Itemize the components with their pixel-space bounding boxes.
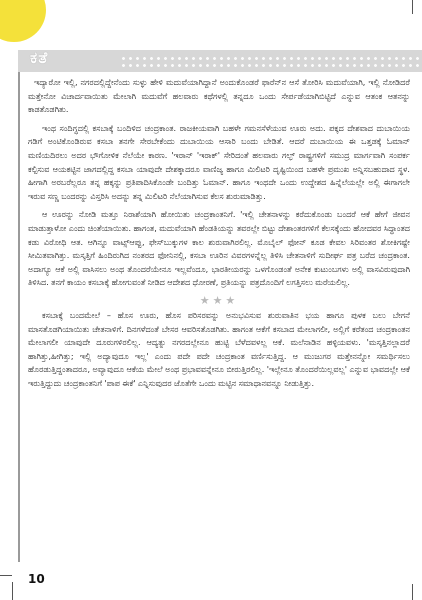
decorative-yellow-circle xyxy=(0,0,46,42)
header-dot-pattern xyxy=(120,55,420,67)
crop-mark xyxy=(412,584,413,600)
crop-mark xyxy=(412,0,413,14)
article-paragraph: ಆ ಊರನ್ನು ನೋಡಿ ಮತ್ತೂ ನಿರಾಶೆಯಾಗಿ ಹೋಯಿತು ಚಂದ್ರಕಾಂತನಿಗೆ. 'ಇಲ್ಲಿ ಚೇತನಾಳನ್ನು ಕರೆದುಕೊಂಡು ಬಂದರೆ ಆಕೆ ಹೇಗೆ ಜೀವನ ಮಾಡುತ್ತಾಳೋ ಎಂದು ಚಿಂತೆಯಾಯಿತು. ಹಾಗಂತ, ಮದುವೆಯಾಗಿ ಹೆಂಡತಿಯನ್ನು ತವರಲ್ಲೇ ಬಿಟ್ಟು ದೇಶಾಂತರಗಳಿಗೆ ಕೆಲಸಕ್ಕೆಂದು ಹೋದವರ ಸಿದ್ಧಾಂತದ ಕಡು ವಿರೋಧಿ ಆತ. ಆಗಿನ್ನೂ ವಾಟ್ಸ್‌ಆಪ್ಪು, ಫೇಸ್‌ಬುಕ್ಕುಗಳ ಕಾಲ ಶುರುವಾಗಿರಲಿಲ್ಲ. ಮೊಬೈಲ್ ಫೋನ್ ಕೂಡ ಕೇವಲ ಸಿರಿವಂತರ ಶೋಕಿಗಷ್ಟೇ ಸೀಮಿತವಾಗಿತ್ತು. ಮಸ್ಕತ್ತಿಗೆ ಹಿಂದಿರುಗಿದ ನಂತರದ ಫೋನಿನಲ್ಲಿ, ಕಸಬಾ ಊರಿನ ವಿವರಗಳನ್ನೆಲ್ಲ ತಿಳಿಸಿ ಚೇತನಾಳಿಗೆ ಸುದೀರ್ಘ ಪತ್ರ ಬರೆದ ಚಂದ್ರಕಾಂತ. ಅದಾಗ್ಯೂ ಆಕೆ ಅಲ್ಲಿ ವಾಸಿಸಲು ಅಂಥ ತೊಂದರೆಯೇನೂ ಇಲ್ಲವೆಂದೂ, ಭಾರತೀಯರನ್ನು ಒಳಗೊಂಡಂತೆ ಅನೇಕ ಕುಟುಂಬಗಳು ಅಲ್ಲಿ ವಾಸವಿರುವುದಾಗಿ ತಿಳಿಸಿದ. ತನಗೆ ಕಾಯಂ ಕಸಬಾಕ್ಕೆ ಹೋಗುವಂತೆ ನೀಡಿದ ಆದೇಶದ ಧೋರಣೆ, ಪ್ರತಿಯನ್ನು ಪತ್ರದೊಂದಿಗೆ ಲಗತ್ತಿಸಲು ಮರೆಯಲಿಲ್ಲ. xyxy=(28,209,410,288)
article-paragraph: ಇದ್ಯಾರೋ ಇಲ್ಲಿ, ನಗರದಲ್ಲಿದ್ದೇನೆಂದು ಸುಳ್ಳು ಹೇಳಿ ಮದುವೆಯಾಗಿದ್ದಾನೆ ಅಂದುಕೊಂಡರೆ ಫಾರೆನ್‌ನ ಆಸೆ ತೋರಿಸಿ ಮದುವೆಯಾಗಿ, ಇಲ್ಲಿ ನೋಡಿದರೆ ಮತ್ತೇನೋ ವಿಚಾರ್ದವಾಯಿತು ಮೇಲಾಗಿ ಮದುವೆಗೆ ಹಲವಾರು ಕಥೆಗಳಲ್ಲಿ ತನ್ನದೂ ಒಂದು ಸೇರ್ಪಡೆಯಾಗಿಬಿಟ್ಟಿದೆ ಎನ್ನುವ ಆತಂಕ ಆತನನ್ನು ಕಾಡತೊಡಗಿತು. xyxy=(28,77,410,115)
crop-mark xyxy=(12,582,13,600)
left-margin-rule xyxy=(18,72,20,562)
crop-mark xyxy=(0,575,12,576)
article-paragraph: ಇಂಥ ಸಂದಿಗ್ಧದಲ್ಲಿ ಕಸಬಾಕ್ಕೆ ಬಂದಿಳಿದ ಚಂದ್ರಕಾಂತ. ರಾಜಕೀಯವಾಗಿ ಬಹಳೇ ಗಮನಸೆಳೆಯುವ ಊರು ಅದು. ಪಕ್ಕದ ದೇಶವಾದ ದುಬಾಯಿಯ ಗಡಿಗೆ ಅಂಟಿಕೊಂಡಿರುವ ಕಸಬಾ ತನಗೇ ಸೇರಬೇಕೆಂದು ದುಬಾಯಿಯ ಆಸಾರಿ ಬಂದು ಬೇಡಿತೆ. ಆದರೆ ದುಬಾಯಿಯ ಈ ಒತ್ತಡಕ್ಕೆ ಓಮಾನ್ ಮಣಿಯದಿರಲು ಅದರ ಭೌಗೋಳಿಕ ನೆಲೆಯೇ ಕಾರಣ. 'ಇರಾನ್ 'ಇರಾಕ್' ಸೇರಿದಂತೆ ಹಲವಾರು ಗಲ್ಫ್ ರಾಷ್ಟ್ರಗಳಿಗೆ ಸಮುದ್ರ ಮಾರ್ಗವಾಗಿ ಸಂಪರ್ಕ ಕಲ್ಪಿಸುವ ಆಯಕಟ್ಟಿನ ಜಾಗದಲ್ಲಿದ್ದ ಕಸಬಾ ಯಾವುದೇ ದೇಶಕ್ಕಾದರೂ ವಾಣಿಜ್ಯ ಹಾಗೂ ಮಿಲಿಟರಿ ದೃಷ್ಟಿಯಿಂದ ಬಹಳೇ ಪ್ರಮುಖ ಅನ್ನಿಸಬಹುದಾದ ಸ್ಥಳ. ಹೀಗಾಗಿ ಅರಬರೆಲ್ಲರೂ ತನ್ನ ಹಕ್ಕನ್ನು ಪ್ರತಿಪಾದಿಸಿಕೊಂಡೇ ಬಂದಿತ್ತು ಓಮಾನ್. ಹಾಗೂ ಇಂಥದೇ ಒಂದು ಉದ್ದೇಶದ ಹಿನ್ನೆಲೆಯಲ್ಲೇ ಅಲ್ಲಿ ಈಗಾಗಲೇ ಇರುವ ಸಣ್ಣ ಬಂದರನ್ನು ವಿಸ್ತರಿಸಿ ಅದನ್ನು ತನ್ನ ಮಿಲಿಟರಿ ನೆಲೆಯಾಗಿಸುವ ಕೆಲಸ ಶುರುಮಾಡಿತ್ತು. xyxy=(28,122,410,201)
article-body xyxy=(28,76,410,395)
page-number: 10 xyxy=(28,572,45,586)
article-paragraph: ಕಸಬಾಕ್ಕೆ ಬಂದಮೇಲೆ – ಹೊಸ ಊರು, ಹೊಸ ಪರಿಸರವನ್ನು ಅನುಭವಿಸುವ ಶುರುವಾತಿನ ಭಯ ಹಾಗೂ ಪುಳಕ ಬಲು ಬೇಗನೆ ಮಾಸತೊಡಗಿಯಾಯಿತು ಚೇತನಾಳಿಗೆ. ದಿನಗಳೆದಂತೆ ಬೇಸರ ಆವರಿಸತೊಡಗಿತು. ಹಾಗಂತ ಆಕೆಗೆ ಕಸಬಾದ ಮೇಲಾಗಲೀ, ಅಲ್ಲಿಗೆ ಕರೆತಂದ ಚಂದ್ರಕಾಂತನ ಮೇಲಾಗಲೀ ಯಾವುದೇ ದೂರುಗಳಿರಲಿಲ್ಲ. ಆದ್ಯತ್ನು ನಗರದಲ್ಲೇನೂ ಹುಟ್ಟಿ ಬೆಳೆದವಳಲ್ಲ ಆಕೆ. ಮಲೆನಾಡಿನ ಹಳ್ಳಿಯವಳು. 'ಮಸ್ಕತ್ತಿನಲ್ಲಾದರೆ ಹಾಗಿತ್ತು,ಹೀಗಿತ್ತು; ಇಲ್ಲಿ ಅದ್ಯಾವುದೂ ಇಲ್ಲ' ಎಂದು ಪದೇ ಪದೇ ಚಂದ್ರಕಾಂತ ವರ್ಣಿಸುತ್ತಿದ್ದ. ಆ ಮುಜುಗರ ಮತ್ತೇನನ್ನೋ ಸಮರ್ಥಿಸಲು ಹೊರಡುತ್ತಿದ್ದಂತಾದರೂ, ಅವ್ಯಾವುದೂ ಆಕೆಯ ಮೇಲೆ ಅಂಥ ಪ್ರಭಾವವನ್ನೇನೂ ಬೀರುತ್ತಿರಲಿಲ್ಲ. 'ಇಲ್ಲೇನೂ ತೊಂದರೆಯಿಲ್ಲವಲ್ಲ' ಎನ್ನುವ ಭಾವದಲ್ಲೇ ಆಕೆ ಇರುತ್ತಿದ್ದುದು ಚಂದ್ರಕಾಂತನಿಗೆ 'ಪಾಪ ಈಕೆ' ಎನ್ನಿಸುವುದರ ಜೊತೆಗೇ ಒಂದು ಮಟ್ಟಿನ ಸಮಾಧಾನವನ್ನೂ ನೀಡುತ್ತಿತ್ತು. xyxy=(28,309,410,388)
section-separator: ★★★ xyxy=(199,293,239,307)
section-title: ಕತೆ xyxy=(30,48,49,67)
